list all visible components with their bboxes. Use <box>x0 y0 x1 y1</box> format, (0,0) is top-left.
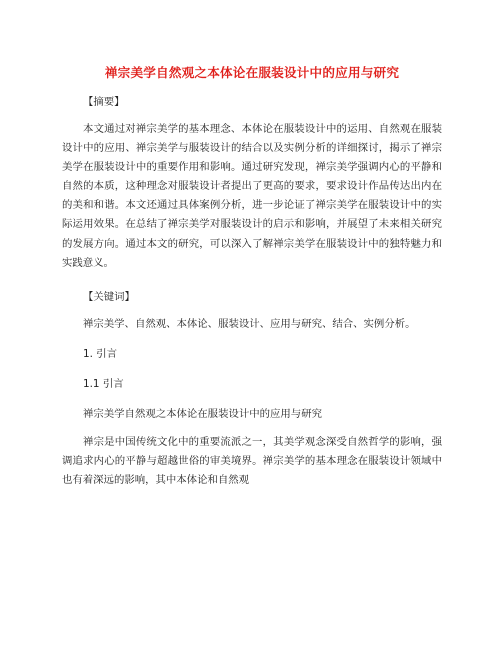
document-title: 禅宗美学自然观之本体论在服装设计中的应用与研究 <box>104 65 400 80</box>
section-heading-introduction: 1. 引言 <box>83 347 117 360</box>
keywords-heading: 【关键词】 <box>83 290 135 303</box>
keywords-paragraph: 禅宗美学、自然观、本体论、服装设计、应用与研究、结合、实例分析。 <box>83 317 416 330</box>
subsection-heading-introduction: 1.1 引言 <box>83 377 124 390</box>
abstract-paragraph: 本文通过对禅宗美学的基本理念、本体论在服装设计中的运用、自然观在服装设计中的应用、禅宗美学与服装设计的结合以及实例分析的详细探讨，揭示了禅宗美学在服装设计中的重要作用和影响。通过研究发现，禅宗美学强调内心的平静和自然的本质，这种理念对服装设计者提出了更高的要求，要求设计作品传达出内在的美和和谐。本文还通过具体案例分析，进一步论证了禅宗美学在服装设计中的实际运用效果。在总结了禅宗美学对服装设计的启示和影响，并展望了未来相关研究的发展方向。通过本文的研究，可以深入了解禅宗美学在服装设计中的独特魅力和实践意义。 <box>62 123 442 269</box>
abstract-heading: 【摘要】 <box>83 96 125 108</box>
subsection-title-line: 禅宗美学自然观之本体论在服装设计中的应用与研究 <box>83 407 322 420</box>
body-paragraph: 禅宗是中国传统文化中的重要流派之一，其美学观念深受自然哲学的影响，强调追求内心的平静与超越世俗的审美境界。禅宗美学的基本理念在服装设计领域中也有着深远的影响，其中本体论和自然观 <box>62 435 442 487</box>
